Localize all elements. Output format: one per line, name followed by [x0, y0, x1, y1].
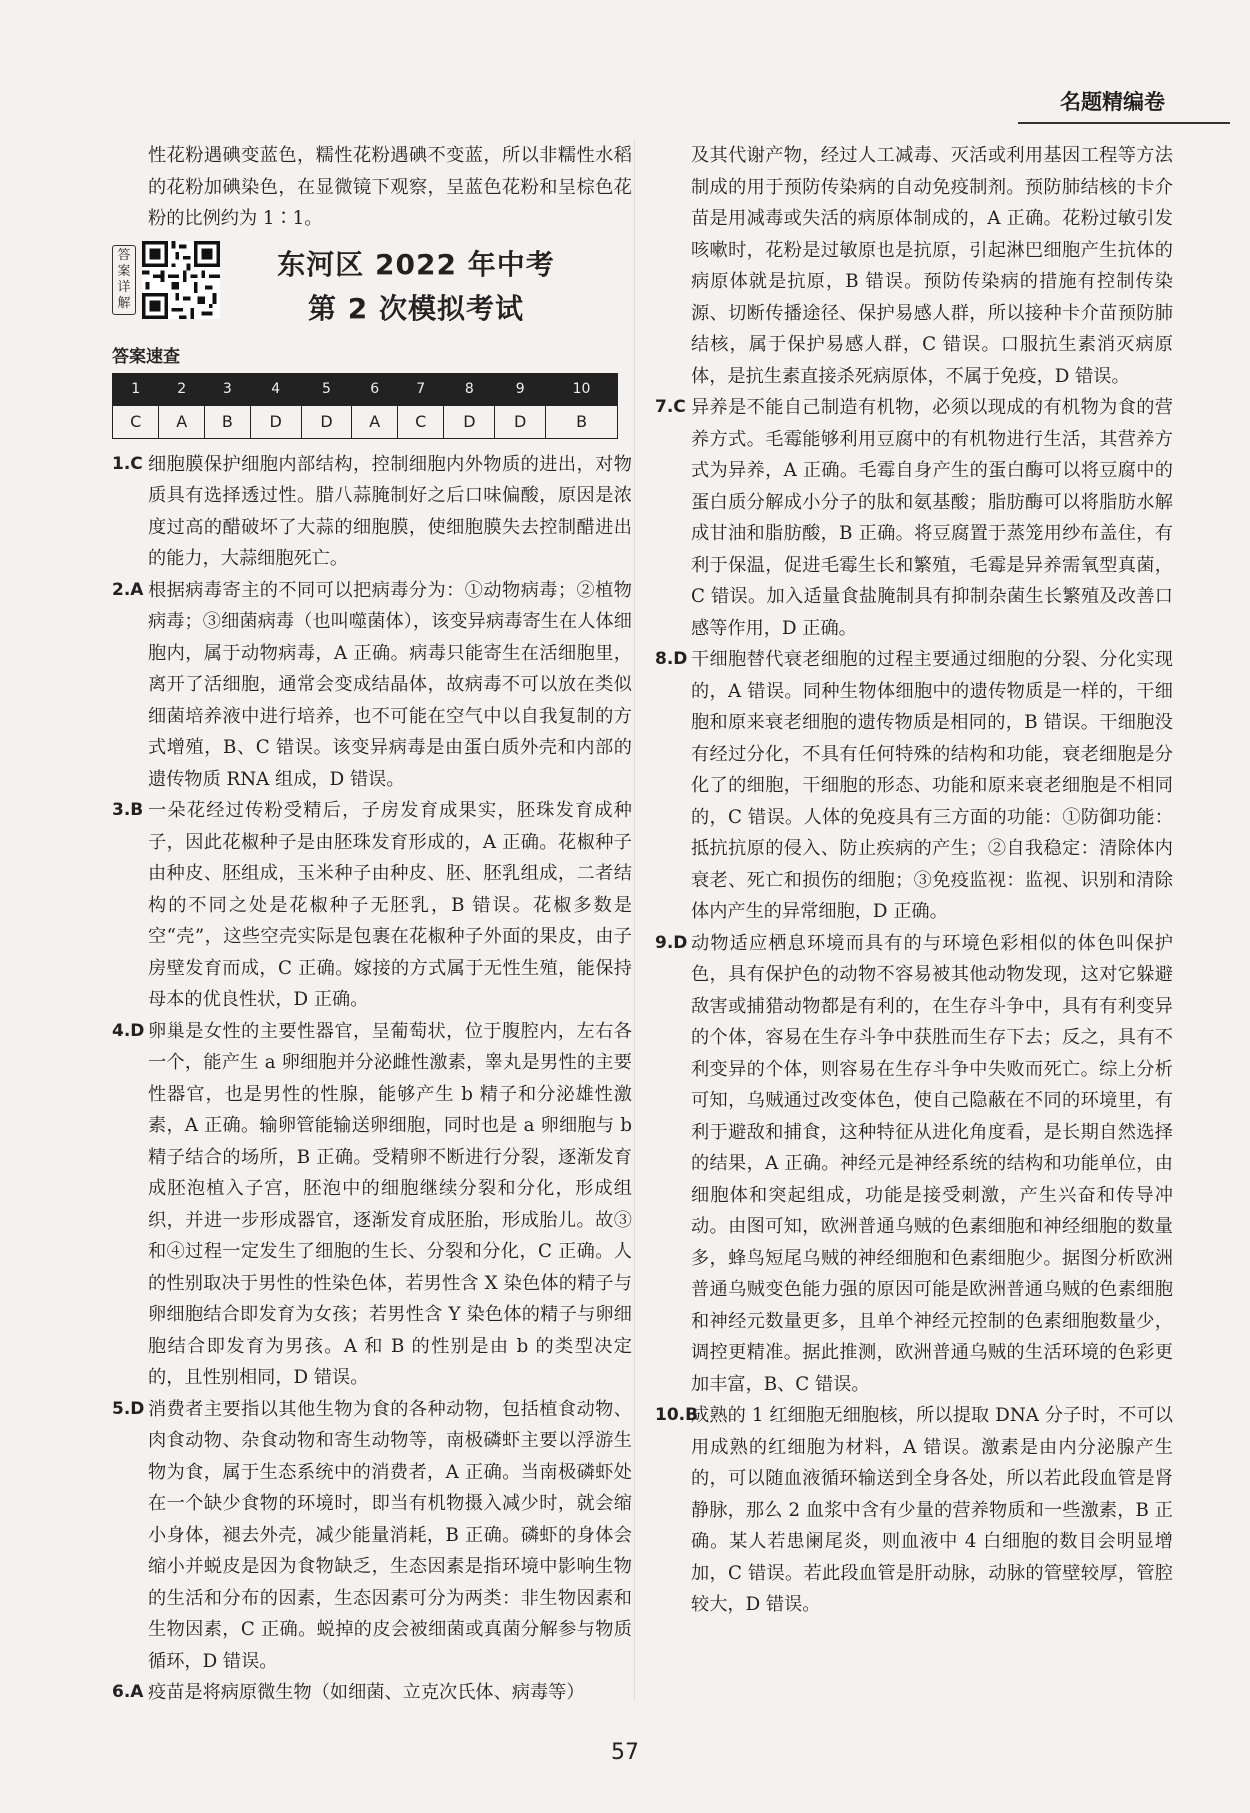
answer-explanation-3 [112, 795, 632, 1016]
question-number: 3 [205, 373, 251, 406]
page-number: 57 [611, 1740, 639, 1765]
answer-explanation-2 [112, 575, 632, 796]
item-number: 10.B [655, 1405, 699, 1425]
answer-explanation-9 [655, 928, 1173, 1401]
column-divider [634, 140, 635, 1700]
item-number: 8.D [655, 649, 688, 669]
answer-explanation-8 [655, 644, 1173, 928]
header-label: 名题精编卷 [1060, 90, 1165, 114]
answer-quick-check-label: 答案速查 [112, 346, 180, 367]
answer-letter: D [301, 406, 352, 439]
answer-letter: C [398, 406, 444, 439]
item-number: 2.A [112, 579, 144, 600]
answer-explanation-4 [112, 1016, 632, 1394]
question-number: 7 [398, 373, 444, 406]
answer-explanation-7 [655, 392, 1173, 644]
question-number: 4 [250, 373, 301, 406]
question-number: 5 [301, 373, 352, 406]
question-number: 8 [444, 373, 495, 406]
answer-letter: A [159, 406, 205, 439]
header-rule [1018, 122, 1230, 124]
item-number: 1.C [112, 453, 143, 474]
answer-explanation-6 [112, 1677, 632, 1709]
item-text: 卵巢是女性的主要性器官，呈葡萄状，位于腹腔内，左右各一个，能产生 a 卵细胞并分泌雌性激素，睾丸是男性的主要性器官，也是男性的性腺，能够产生 b 精子和分泌雄性激素，A 正确。输卵管能输送卵细胞，同时也是 a 卵细胞与 b 精子结合的场所，B 正确。受精卵不断进行分裂，逐渐发育成胚泡植入子宫，胚泡中的细胞继续分裂和分化，形成组织，并进一步形成器官，逐渐发育成胚胎，形成胎儿。故③和④过程一定发生了细胞的生长、分裂和分化，C 正确。人的性别取决于男性的性染色体，若男性含 X 染色体的精子与卵细胞结合即发育为女孩；若男性含 Y 染色体的精子与卵细胞结合即发育为男孩。A 和 B 的性别是由 b 的类型决定的，且性别相同，D 错误。 [148, 1020, 632, 1388]
answer-table [112, 373, 618, 439]
item-text: 根据病毒寄主的不同可以把病毒分为：①动物病毒；②植物病毒；③细菌病毒（也叫噬菌体），该变异病毒寄生在人体细胞内，属于动物病毒，A 正确。病毒只能寄生在活细胞里，离开了活细胞，通常会变成结晶体，故病毒不可以放在类似细菌培养液中进行培养，也不可能在空气中以自我复制的方式增殖，B、C 错误。该变异病毒是由蛋白质外壳和内部的遗传物质 RNA 组成，D 错误。 [148, 579, 632, 790]
item-text: 异养是不能自己制造有机物，必须以现成的有机物为食的营养方式。毛霉能够利用豆腐中的有机物进行生活，其营养方式为异养，A 正确。毛霉自身产生的蛋白酶可以将豆腐中的蛋白质分解成小分子的肽和氨基酸；脂肪酶可以将脂肪水解成甘油和脂肪酸，B 正确。将豆腐置于蒸笼用纱布盖住，有利于保温，促进毛霉生长和繁殖，毛霉是异养需氧型真菌，C 错误。加入适量食盐腌制具有抑制杂菌生长繁殖及改善口感等作用，D 正确。 [691, 397, 1173, 639]
left-column [112, 140, 632, 1709]
answer-letter: D [495, 406, 546, 439]
item-text: 干细胞替代衰老细胞的过程主要通过细胞的分裂、分化实现的，A 错误。同种生物体细胞中的遗传物质是一样的，干细胞和原来衰老细胞的遗传物质是相同的，B 错误。干细胞没有经过分化，不具有任何特殊的结构和功能，衰老细胞是分化了的细胞，干细胞的形态、功能和原来衰老细胞是不相同的，C 错误。人体的免疫具有三方面的功能：①防御功能：抵抗抗原的侵入、防止疾病的产生；②自我稳定：清除体内衰老、死亡和损伤的细胞；③免疫监视：监视、识别和清除体内产生的异常细胞，D 正确。 [691, 649, 1173, 922]
item-text: 动物适应栖息环境而具有的与环境色彩相似的体色叫保护色，具有保护色的动物不容易被其他动物发现，这对它躲避敌害或捕猎动物都是有利的，在生存斗争中，具有有利变异的个体，容易在生存斗争中获胜而生存下去；反之，具有不利变异的个体，则容易在生存斗争中失败而死亡。综上分析可知，乌贼通过改变体色，使自己隐蔽在不同的环境里，有利于避敌和捕食，这种特征从进化角度看，是长期自然选择的结果，A 正确。神经元是神经系统的结构和功能单位，由细胞体和突起组成，功能是接受刺激，产生兴奋和传导冲动。由图可知，欧洲普通乌贼的色素细胞和神经细胞的数量多，蜂鸟短尾乌贼的神经细胞和色素细胞少。据图分析欧洲普通乌贼变色能力强的原因可能是欧洲普通乌贼的色素细胞和神经元数量更多，且单个神经元控制的色素细胞数量少，调控更精准。据此推测，欧洲普通乌贼的生活环境的色彩更加丰富，B、C 错误。 [691, 932, 1173, 1395]
answer-detail-tag: 答案详解 [112, 245, 136, 315]
question-number: 1 [113, 373, 159, 406]
item-number: 9.D [655, 932, 688, 953]
qr-code-icon[interactable] [142, 241, 220, 319]
item-number: 5.D [112, 1398, 145, 1419]
answer-letter: D [444, 406, 495, 439]
item-number: 3.B [112, 800, 144, 820]
item-text: 细胞膜保护细胞内部结构，控制细胞内外物质的进出，对物质具有选择透过性。腊八蒜腌制好之后口味偏酸，原因是浓度过高的醋破坏了大蒜的细胞膜，使细胞膜失去控制醋进出的能力，大蒜细胞死亡。 [148, 453, 632, 569]
left-intro-paragraph: 性花粉遇碘变蓝色，糯性花粉遇碘不变蓝，所以非糯性水稻的花粉加碘染色，在显微镜下观察，呈蓝色花粉和呈棕色花粉的比例约为 1∶1。 [148, 145, 632, 229]
right-column [655, 140, 1173, 1621]
answer-table-number-row [113, 373, 618, 406]
question-number: 2 [159, 373, 205, 406]
item-text: 消费者主要指以其他生物为食的各种动物，包括植食动物、肉食动物、杂食动物和寄生动物等，南极磷虾主要以浮游生物为食，属于生态系统中的消费者，A 正确。当南极磷虾处在一个缺少食物的环境时，即当有机物摄入减少时，就会缩小身体，褪去外壳，减少能量消耗，B 正确。磷虾的身体会缩小并蜕皮是因为食物缺乏，生态因素是指环境中影响生物的生活和分布的因素，生态因素可分为两类：非生物因素和生物因素，C 正确。蜕掉的皮会被细菌或真菌分解参与物质循环，D 错误。 [148, 1398, 632, 1672]
item-number: 6.A [112, 1682, 144, 1702]
answer-letter: C [113, 406, 159, 439]
item-text: 成熟的 1 红细胞无细胞核，所以提取 DNA 分子时，不可以用成熟的红细胞为材料，A 错误。激素是由内分泌腺产生的，可以随血液循环输送到全身各处，所以若此段血管是肾静脉，那么 2 血浆中含有少量的营养物质和一些激素，B 正确。某人若患阑尾炎，则血液中 4 白细胞的数目会明显增加，C 错误。若此段血管是肝动脉，动脉的管壁较厚，管腔较大，D 错误。 [691, 1405, 1173, 1615]
exam-heading-block [112, 241, 632, 353]
answer-letter: B [205, 406, 251, 439]
question-number: 6 [352, 373, 398, 406]
answer-explanation-1 [112, 449, 632, 575]
item-number: 4.D [112, 1020, 145, 1041]
question-number: 9 [495, 373, 546, 406]
answer-explanation-5 [112, 1394, 632, 1678]
answer-table-answer-row [113, 406, 618, 439]
right-continuation-paragraph: 及其代谢产物，经过人工减毒、灭活或利用基因工程等方法制成的用于预防传染病的自动免疫制剂。预防肺结核的卡介苗是用减毒或失活的病原体制成的，A 正确。花粉过敏引发咳嗽时，花粉是过敏原也是抗原，引起淋巴细胞产生抗体的病原体就是抗原，B 错误。预防传染病的措施有控制传染源、切断传播途径、保护易感人群，所以接种卡介苗预防肺结核，属于保护易感人群，C 错误。口服抗生素消灭病原体，是抗生素直接杀死病原体，不属于免疫，D 错误。 [691, 145, 1173, 387]
answer-explanation-10 [655, 1400, 1173, 1621]
item-text: 一朵花经过传粉受精后，子房发育成果实，胚珠发育成种子，因此花椒种子是由胚珠发育形成的，A 正确。花椒种子由种皮、胚组成，玉米种子由种皮、胚、胚乳组成，二者结构的不同之处是花椒种子无胚乳，B 错误。花椒多数是空“壳”，这些空壳实际是包裹在花椒种子外面的果皮，由子房壁发育而成，C 正确。嫁接的方式属于无性生殖，能保持母本的优良性状，D 正确。 [148, 800, 632, 1010]
answer-letter: D [250, 406, 301, 439]
item-text: 疫苗是将病原微生物（如细菌、立克次氏体、病毒等） [148, 1682, 585, 1703]
item-number: 7.C [655, 397, 686, 417]
exam-title-line-2: 第 2 次模拟考试 [308, 291, 524, 325]
question-number: 10 [546, 373, 618, 406]
answer-letter: A [352, 406, 398, 439]
exam-title [236, 243, 596, 331]
exam-title-line-1: 东河区 2022 年中考 [277, 247, 555, 281]
answer-letter: B [546, 406, 618, 439]
